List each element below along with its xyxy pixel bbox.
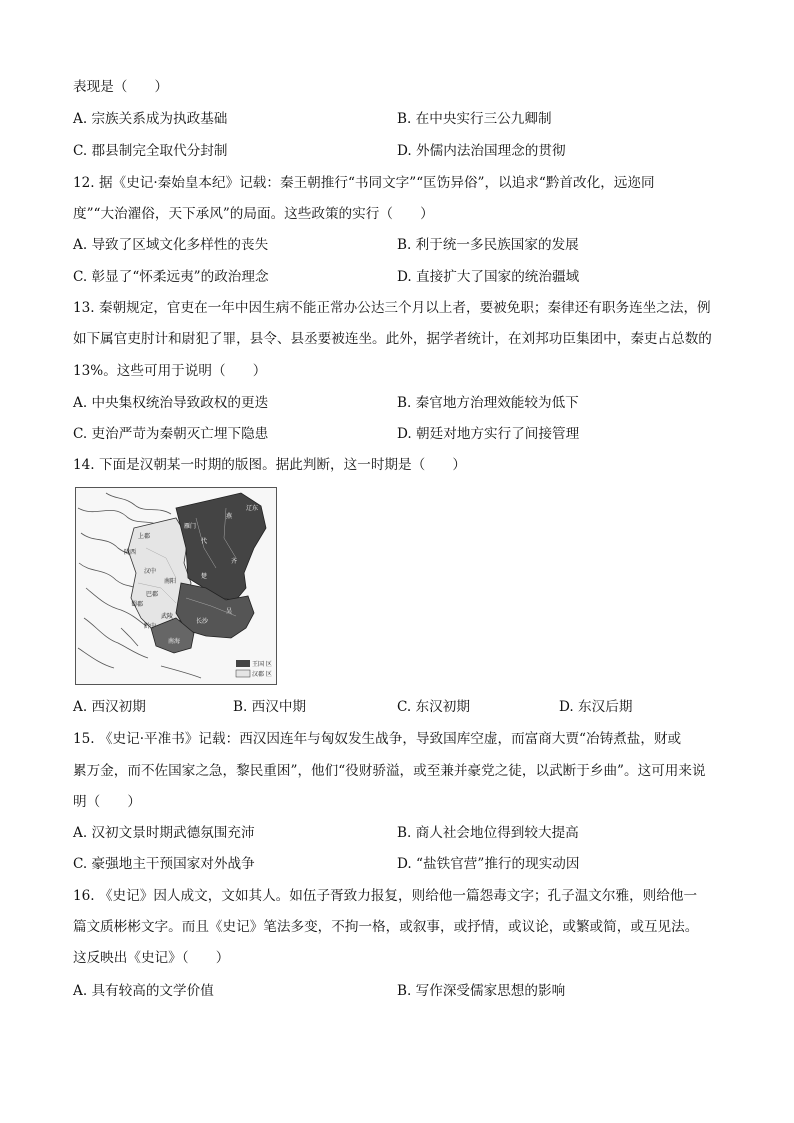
- map-label: 南海: [168, 638, 181, 645]
- han-territory-map: [75, 487, 277, 685]
- legend-swatch-kingdom: [236, 660, 250, 667]
- q15-stem-line3: 明（ ）: [73, 794, 141, 810]
- q14-option-d: D. 东汉后期: [559, 699, 633, 715]
- map-label: 武陵: [161, 613, 174, 620]
- legend-label: 王国 区: [252, 661, 272, 668]
- map-label: 燕: [226, 513, 233, 520]
- legend-swatch-commandery: [236, 670, 250, 677]
- q15-stem-line2: 累万金，而不佐国家之急，黎民重困”，他们“役财骄溢，或至兼并豪党之徒，以武断于乡曲”。这可用来说: [73, 763, 706, 779]
- map-label: 上郡: [138, 533, 151, 540]
- q14-option-a: A. 西汉初期: [73, 699, 146, 715]
- q11-option-d: D. 外儒内法治国理念的贯彻: [397, 143, 566, 159]
- map-label: 代: [201, 538, 208, 545]
- map-label: 吴: [226, 608, 233, 615]
- q15-option-b: B. 商人社会地位得到较大提高: [397, 825, 579, 841]
- q15-option-d: D. “盐铁官营”推行的现实动因: [397, 856, 580, 872]
- q14-option-c: C. 东汉初期: [397, 699, 470, 715]
- map-label: 齐: [231, 558, 238, 565]
- map-label: 辽东: [246, 505, 259, 512]
- q11-stem: 表现是（ ）: [73, 79, 169, 95]
- legend-label: 汉郡 区: [252, 671, 272, 678]
- q13-stem-line2: 如下属官吏肘计和尉犯了罪，县令、县丞要被连坐。此外，据学者统计，在刘邦功臣集团中，秦吏占总数的: [73, 331, 712, 347]
- q16-stem-line3: 这反映出《史记》（ ）: [73, 950, 230, 966]
- q12-option-c: C. 彰显了“怀柔远夷”的政治理念: [73, 269, 269, 285]
- han-map-svg: [76, 488, 276, 684]
- q12-option-b: B. 利于统一多民族国家的发展: [397, 237, 579, 253]
- q13-option-b: B. 秦官地方治理效能较为低下: [397, 395, 579, 411]
- q11-option-c: C. 郡县制完全取代分封制: [73, 143, 228, 159]
- map-label: 雁门: [184, 523, 197, 530]
- q16-stem-line1: 16. 《史记》因人成文，文如其人。如伍子胥致力报复，则给他一篇怨毒文字；孔子温文尔雅，则给他一: [73, 888, 698, 904]
- q13-stem-line1: 13. 秦朝规定，官吏在一年中因生病不能正常办公达三个月以上者，要被免职；秦律还有职务连坐之法，例: [73, 300, 711, 316]
- map-label: 黔中: [144, 623, 157, 630]
- q16-option-b: B. 写作深受儒家思想的影响: [397, 983, 566, 999]
- map-label: 汉中: [144, 568, 157, 575]
- map-label: 蜀郡: [131, 601, 144, 608]
- q15-option-a: A. 汉初文景时期武德氛围充沛: [73, 825, 255, 841]
- q12-stem-line2: 度”“大治濯俗，天下承风”的局面。这些政策的实行（ ）: [73, 206, 434, 222]
- map-label: 南阳: [164, 578, 177, 585]
- q11-option-b: B. 在中央实行三公九卿制: [397, 111, 552, 127]
- q14-stem: 14. 下面是汉朝某一时期的版图。据此判断，这一时期是（ ）: [73, 457, 466, 473]
- q13-stem-line3: 13%。这些可用于说明（ ）: [73, 363, 267, 379]
- q11-option-a: A. 宗族关系成为执政基础: [73, 111, 228, 127]
- map-label: 陇西: [124, 549, 137, 556]
- q13-option-c: C. 吏治严苛为秦朝灭亡埋下隐患: [73, 426, 269, 442]
- q15-option-c: C. 豪强地主干预国家对外战争: [73, 856, 255, 872]
- map-label: 楚: [201, 573, 208, 580]
- map-label: 巴郡: [146, 591, 159, 598]
- q14-option-b: B. 西汉中期: [233, 699, 307, 715]
- map-label: 长沙: [196, 618, 209, 625]
- q13-option-d: D. 朝廷对地方实行了间接管理: [397, 426, 580, 442]
- q12-stem-line1: 12. 据《史记·秦始皇本纪》记载：秦王朝推行“书同文字”“匡饬异俗”，以追求“黔首改化，远迩同: [73, 175, 655, 191]
- q13-option-a: A. 中央集权统治导致政权的更迭: [73, 395, 269, 411]
- q15-stem-line1: 15. 《史记·平准书》记载：西汉因连年与匈奴发生战争，导致国库空虚，而富商大贾“冶铸煮盐，财或: [73, 731, 682, 747]
- q12-option-d: D. 直接扩大了国家的统治疆域: [397, 269, 580, 285]
- q16-option-a: A. 具有较高的文学价值: [73, 983, 214, 999]
- q12-option-a: A. 导致了区域文化多样性的丧失: [73, 237, 269, 253]
- q16-stem-line2: 篇文质彬彬文字。而且《史记》笔法多变，不拘一格，或叙事，或抒情，或议论，或繁或简，或互见法。: [73, 919, 699, 935]
